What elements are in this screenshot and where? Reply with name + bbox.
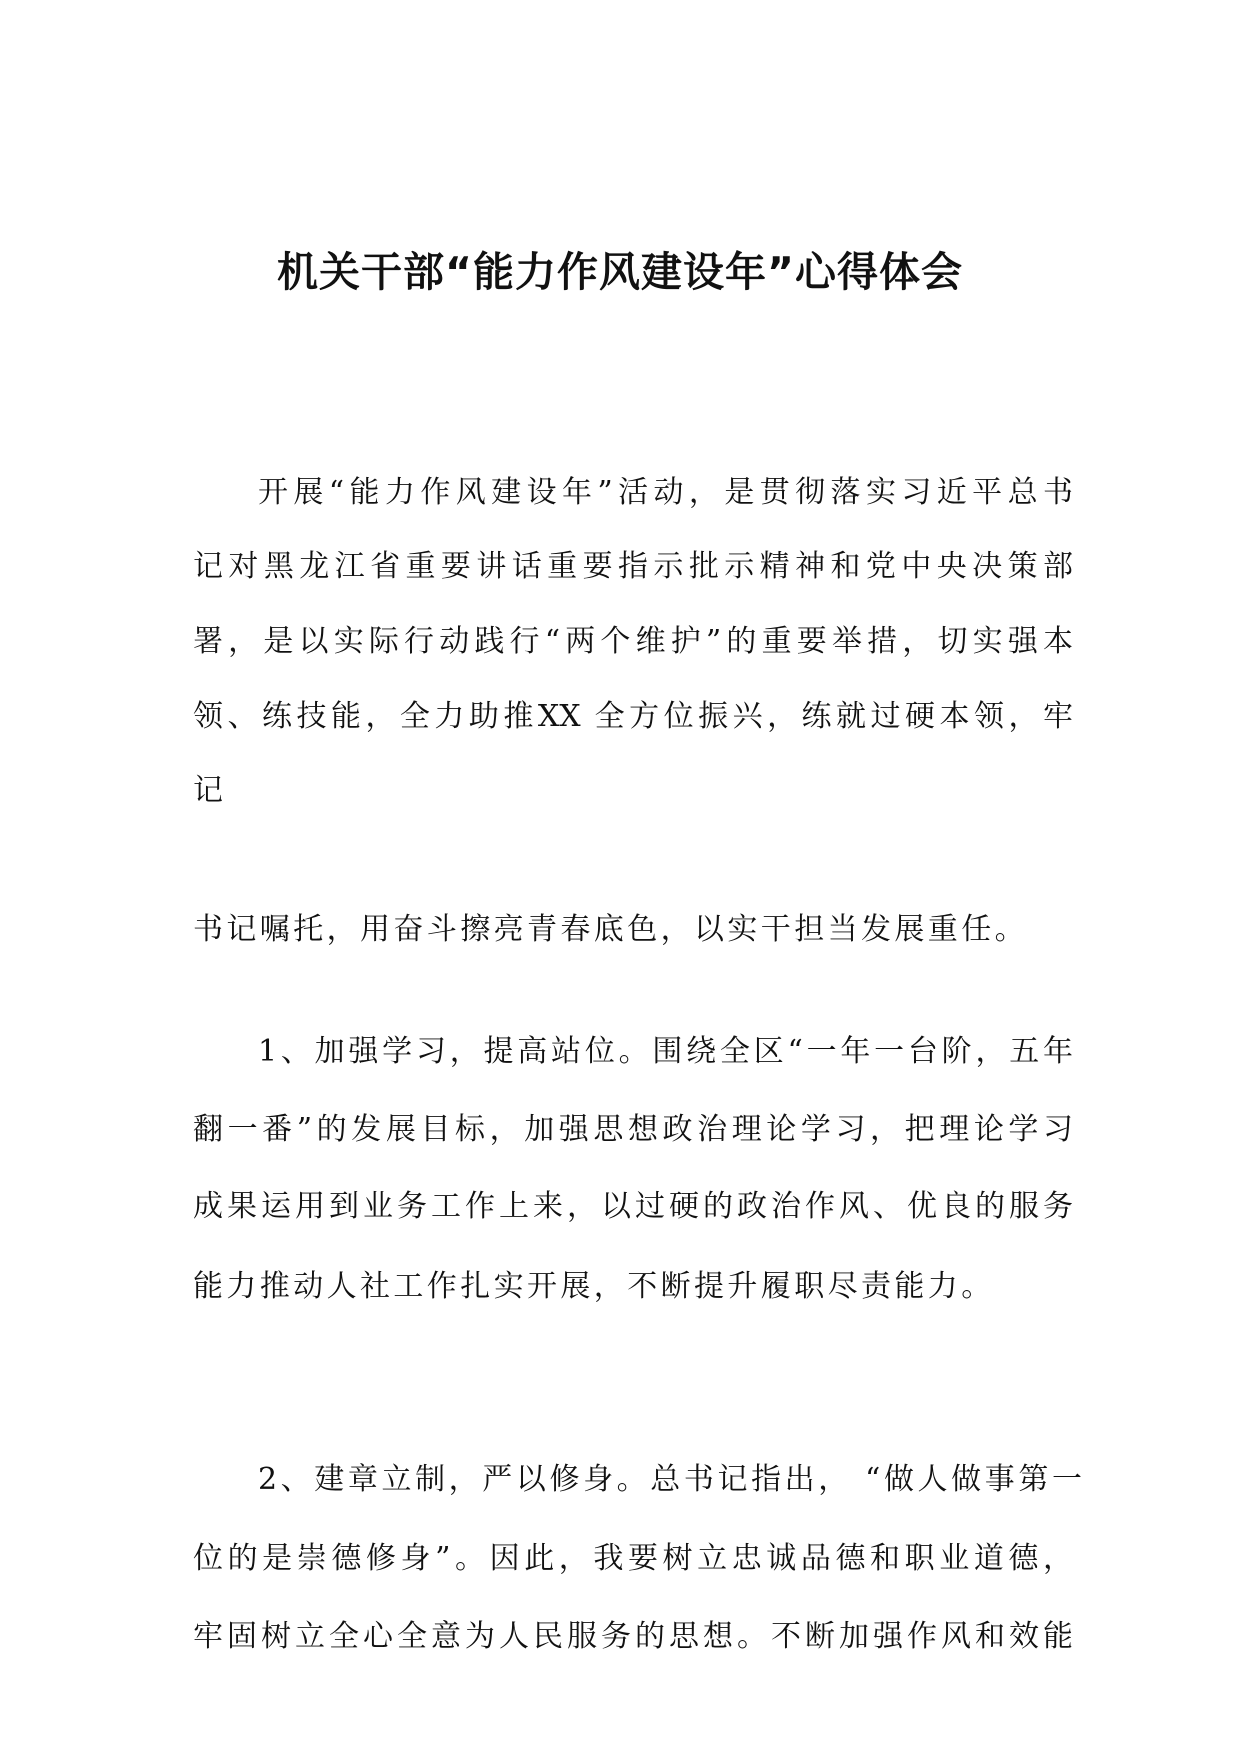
paragraph-1-line-4: 领、练技能，全力助推XX 全方位振兴，练就过硬本领，牢: [193, 699, 1073, 734]
paragraph-4-line-1: 2、建章立制，严以修身。总书记指出， “做人做事第一: [258, 1462, 1086, 1497]
paragraph-2-line-1: 书记嘱托，用奋斗擦亮青春底色，以实干担当发展重任。: [193, 912, 1028, 947]
paragraph-1-line-1: 开展“能力作风建设年”活动，是贯彻落实习近平总书: [258, 475, 1073, 510]
paragraph-3-line-2: 翻一番”的发展目标，加强思想政治理论学习，把理论学习: [193, 1112, 1073, 1147]
paragraph-3-line-4: 能力推动人社工作扎实开展，不断提升履职尽责能力。: [193, 1269, 995, 1304]
paragraph-3-line-3: 成果运用到业务工作上来，以过硬的政治作风、优良的服务: [193, 1189, 1073, 1224]
paragraph-4-line-2: 位的是崇德修身”。因此，我要树立忠诚品德和职业道德，: [193, 1541, 1073, 1576]
paragraph-1-line-5: 记: [193, 773, 228, 808]
paragraph-4-line-3: 牢固树立全心全意为人民服务的思想。不断加强作风和效能: [193, 1619, 1073, 1654]
document-title: 机关干部“能力作风建设年”心得体会: [277, 248, 963, 296]
paragraph-1-line-2: 记对黑龙江省重要讲话重要指示批示精神和党中央决策部: [193, 549, 1073, 584]
paragraph-1-line-3: 署，是以实际行动践行“两个维护”的重要举措，切实强本: [193, 624, 1073, 659]
paragraph-3-line-1: 1、加强学习，提高站位。围绕全区“一年一台阶，五年: [258, 1034, 1073, 1069]
